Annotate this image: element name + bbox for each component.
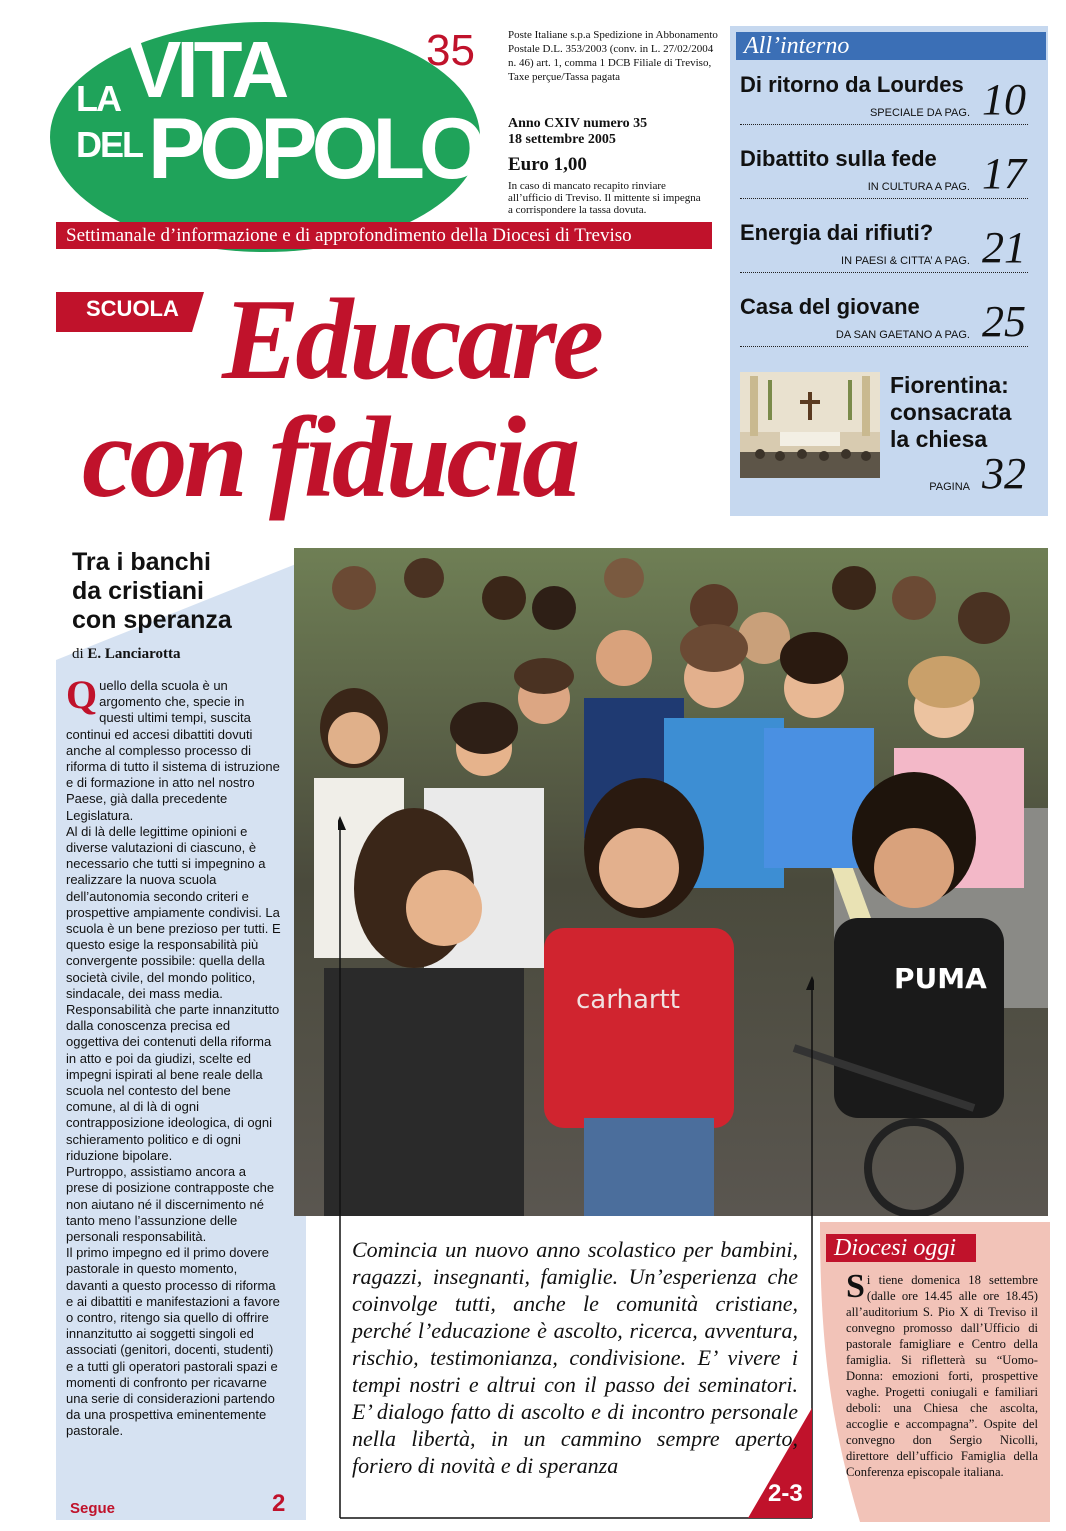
shirt-text-puma: PUMA [894, 962, 987, 995]
paragraph-text: uello della scuola è un argomento che, specie in questi ultimi tempi, suscita continui ed accesi dibattiti dovuti anche al complesso processo di riforma di tutto il sistema di istruzione e di formazione in atto nel nostro Paese, già dalla precedente Legislatura. [66, 678, 280, 823]
recapito-note: In caso di mancato recapito rinviare all’ufficio di Treviso. Il mittente si impegna a corrispondere la tassa dovuta. [508, 180, 701, 216]
paragraph [66, 672, 282, 824]
article-title[interactable] [72, 548, 232, 635]
feature-line: consacrata [890, 399, 1012, 425]
anno-line: Anno CXIV numero 35 [508, 116, 648, 131]
sidebar-feature-sub: PAGINA [929, 481, 970, 493]
logo-la: LA [76, 78, 120, 119]
sidebar-item-title: Casa del giovane [740, 294, 920, 319]
issue-date-block [508, 116, 647, 148]
paragraph: Al di là delle legittime opinioni e diverse valutazioni di ciascuno, è necessario che tutti si impegnino a realizzare la nuova scuola dell’autonomia secondo criteri e prospettive ampiamente condivisi. La scuola è un bene prezioso per tutti. E questo esige la responsabilità più convergente possibile: quella della società civile, del mondo politico, sindacale, dei mass media. Responsabilità che parte innanzitutto dalla conoscenza precisa ed oggettiva dei contenuti della riforma in atto e poi da giudizi, scelte ed impegni ispirati al bene reale della scuola nel contesto del bene comune, al di là di ogni contrapposizione ideologica, di ogni schieramento politico e di ogni riduzione bipolare. [66, 823, 281, 1163]
continue-link[interactable]: Segue [70, 1500, 116, 1517]
drop-cap: Q [66, 672, 98, 717]
sidebar-item-page: 25 [982, 297, 1026, 346]
sidebar-feature-title[interactable] [890, 372, 1011, 453]
sidebar-item-page: 10 [982, 75, 1026, 124]
continue-page-number: 2 [272, 1490, 286, 1517]
diocesi-heading: Diocesi oggi [826, 1234, 976, 1262]
sidebar-item-title: Dibattito sulla fede [740, 146, 937, 171]
divider [740, 346, 1028, 347]
shirt-text-carhartt: carhartt [576, 985, 680, 1015]
sidebar-item-sub: IN PAESI & CITTA’ A PAG. [841, 255, 970, 267]
sidebar-item-sub: DA SAN GAETANO A PAG. [835, 329, 970, 341]
headline-line2: con fiducia [82, 394, 577, 522]
title-line: Tra i banchi [72, 548, 211, 576]
sidebar-item-title: Energia dai rifiuti? [740, 220, 934, 245]
article-body [66, 672, 282, 1440]
byline-prefix: di [72, 646, 84, 662]
sidebar-item-casa[interactable] [740, 294, 920, 320]
sidebar-heading: All’interno [736, 32, 1046, 60]
sidebar-item-sub: IN CULTURA A PAG. [867, 181, 970, 193]
caption-page-ref: 2-3 [768, 1480, 803, 1507]
article-byline [72, 646, 180, 663]
divider [740, 272, 1028, 273]
sidebar-item-energia[interactable] [740, 220, 933, 246]
sidebar-item-title: Di ritorno da Lourdes [740, 72, 964, 97]
date-line: 18 settembre 2005 [508, 132, 616, 147]
drop-cap: S [846, 1268, 865, 1305]
sidebar-item-page: 21 [982, 223, 1026, 272]
caption-text: Comincia un nuovo anno scolastico per bambini, ragazzi, insegnanti, famiglie. Un’esperienza che coinvolge tutti, anche le comunità cristiane, perché l’educazione è ascolto, ricerca, avventura, rischio, testimonianza, condivisione. E’ vivere i tempi nostri e altrui con il passo dei seminatori. E’ dialogo fatto di ascolto e di incontro personale nella libertà, in un cammino sempre aperto, foriero di novità e di speranza [352, 1237, 798, 1478]
diocesi-body [846, 1268, 1038, 1480]
section-tag: SCUOLA [86, 296, 179, 321]
price: Euro 1,00 [508, 154, 587, 175]
sidebar-item-page: 17 [982, 149, 1026, 198]
sidebar-item-fede[interactable] [740, 146, 937, 172]
sidebar-feature-page: 32 [982, 449, 1026, 498]
paragraph: Purtroppo, assistiamo ancora a prese di posizione contrapposte che non aiutano né il discernimento né tanto meno l’assunzione delle personali responsabilità. [66, 1164, 275, 1244]
sidebar-item-lourdes[interactable] [740, 72, 964, 98]
title-line: da cristiani [72, 577, 204, 605]
logo-popolo: POPOLO [148, 101, 480, 197]
diocesi-text: i tiene domenica 18 settembre (dalle ore 14.45 alle ore 18.45) all’auditorium S. Pio X di Treviso il convegno promosso dall’Ufficio di pastorale famigliare e Centro della famiglia. Si rifletterà su “Uomo-Donna: emozioni forti, prospettive vaghe. Progetti coniugali e familiari deboli: una Chiesa che ascolta, accoglie e accompagna”. Ospite del convegno don Sergio Nicolli, direttore dell’ufficio Famiglia della Conferenza episcopale italiana. [846, 1273, 1038, 1479]
logo-del: DEL [76, 124, 142, 165]
paragraph: Il primo impegno ed il primo dovere pastorale in questo momento, davanti a questo processo di riforma e ai dibattiti e manifestazioni a favore o contro, ritengo sia quello di offrire innanzitutto ai soggetti singoli ed associati (genitori, docenti, studenti) e a tutti gli operatori pastorali spazi e momenti di confronto per ricavarne una serie di considerazioni partendo da una prospettiva eminentemente pastorale. [66, 1245, 280, 1439]
feature-line: Fiorentina: [890, 372, 1009, 398]
logo-vita: VITA [128, 25, 285, 114]
postal-info: Poste Italiane s.p.a Spedizione in Abbonamento Postale D.L. 353/2003 (conv. in L. 27/02/2004 n. 46) art. 1, comma 1 DCB Filiale di Treviso, Taxe perçue/Tassa pagata [508, 29, 718, 83]
divider [740, 124, 1028, 125]
divider [740, 198, 1028, 199]
church-photo [740, 372, 880, 478]
feature-line: la chiesa [890, 426, 988, 452]
title-line: con speranza [72, 606, 232, 634]
headline-line1: Educare [222, 276, 600, 404]
tagline-bar: Settimanale d’informazione e di approfondimento della Diocesi di Treviso [56, 222, 712, 249]
sidebar-item-sub: SPECIALE DA PAG. [869, 107, 970, 119]
author-name: E. Lanciarotta [87, 646, 181, 662]
issue-number: 35 [426, 26, 475, 75]
